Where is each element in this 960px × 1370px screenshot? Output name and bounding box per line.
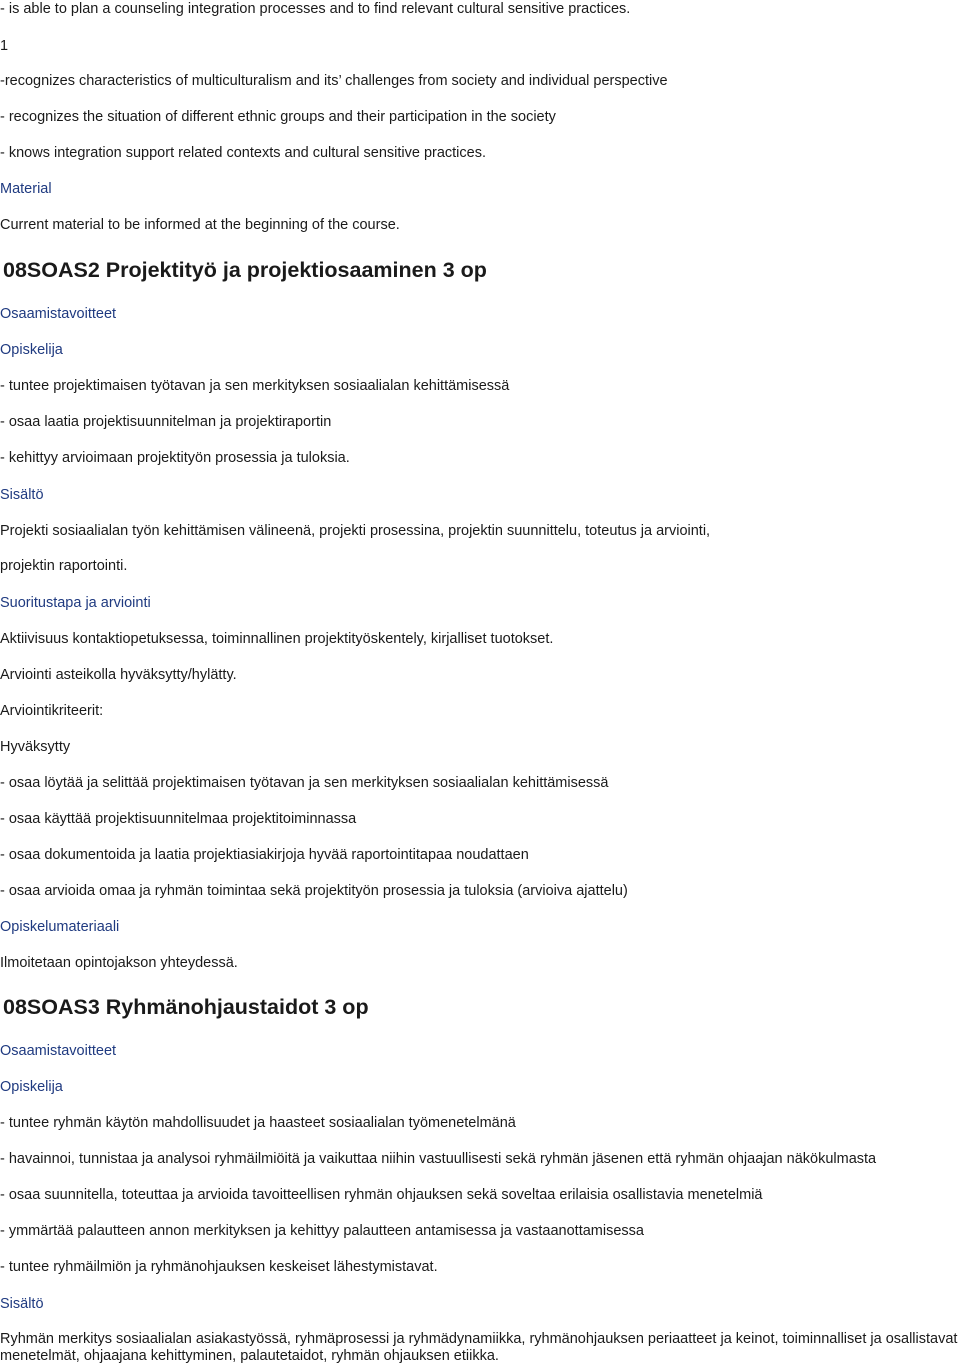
intro-line-3: - recognizes the situation of different ethnic groups and their participation in the society xyxy=(0,109,556,125)
intro-line-4: - knows integration support related contexts and cultural sensitive practices. xyxy=(0,145,486,161)
course-1-criterion-4: - osaa arvioida omaa ja ryhmän toimintaa sekä projektityön prosessia ja tuloksia (arvioiva ajattelu) xyxy=(0,883,628,899)
course-1-criterion-3: - osaa dokumentoida ja laatia projektiasiakirjoja hyvää raportointitapaa noudattaen xyxy=(0,847,529,863)
page-number: 1 xyxy=(0,38,9,54)
course-1-materials-text: Ilmoitetaan opintojakson yhteydessä. xyxy=(0,955,238,971)
course-1-criteria-label: Arviointikriteerit: xyxy=(0,703,104,719)
course-1-content-line-1: Projekti sosiaalialan työn kehittämisen välineenä, projekti prosessina, projektin suunnittelu, toteutus ja arviointi, xyxy=(0,523,711,539)
course-1-criterion-2: - osaa käyttää projektisuunnitelmaa projektitoiminnassa xyxy=(0,811,357,827)
course-2-title: 08SOAS3 Ryhmänohjaustaidot 3 op xyxy=(3,995,369,1019)
course-1-assessment-line-1: Aktiivisuus kontaktiopetuksessa, toiminnallinen projektityöskentely, kirjalliset tuotokset. xyxy=(0,631,554,647)
course-2-content-heading: Sisältö xyxy=(0,1296,44,1312)
course-1-goal-3: - kehittyy arvioimaan projektityön prosessia ja tuloksia. xyxy=(0,450,350,466)
course-1-criterion-1: - osaa löytää ja selittää projektimaisen työtavan ja sen merkityksen sosiaalialan kehittämisessä xyxy=(0,775,609,791)
course-1-title: 08SOAS2 Projektityö ja projektiosaaminen 3 op xyxy=(3,258,487,282)
intro-line-1: - is able to plan a counseling integration processes and to find relevant cultural sensitive practices. xyxy=(0,1,631,17)
material-heading: Material xyxy=(0,181,52,197)
course-1-materials-heading: Opiskelumateriaali xyxy=(0,919,120,935)
course-2-content-text: Ryhmän merkitys sosiaalialan asiakastyössä, ryhmäprosessi ja ryhmädynamiikka, ryhmänohjauksen periaatteet ja keinot, toiminnalliset ja osallistavat menetelmät, ohjaajana kehittyminen, palautetaidot, ryhmän ohjauksen etiikka. xyxy=(0,1331,958,1364)
course-1-goal-1: - tuntee projektimaisen työtavan ja sen merkityksen sosiaalialan kehittämisessä xyxy=(0,378,510,394)
course-1-content-heading: Sisältö xyxy=(0,487,44,503)
course-2-goal-2: - havainnoi, tunnistaa ja analysoi ryhmäilmiöitä ja vaikuttaa niihin vastuullisesti sekä ryhmän jäsenen että ryhmän ohjaajan näkökulmasta xyxy=(0,1151,877,1167)
intro-line-2: -recognizes characteristics of multiculturalism and its’ challenges from society and individual perspective xyxy=(0,73,668,89)
course-1-goals-heading: Osaamistavoitteet xyxy=(0,306,117,322)
course-2-student-label: Opiskelija xyxy=(0,1079,63,1095)
course-2-goals-heading: Osaamistavoitteet xyxy=(0,1043,117,1059)
course-2-goal-5: - tuntee ryhmäilmiön ja ryhmänohjauksen keskeiset lähestymistavat. xyxy=(0,1259,438,1275)
course-1-goal-2: - osaa laatia projektisuunnitelman ja projektiraportin xyxy=(0,414,332,430)
course-1-pass-label: Hyväksytty xyxy=(0,739,71,755)
course-1-assessment-heading: Suoritustapa ja arviointi xyxy=(0,595,151,611)
course-2-goal-4: - ymmärtää palautteen annon merkityksen ja kehittyy palautteen antamisessa ja vastaanottamisessa xyxy=(0,1223,644,1239)
course-1-assessment-line-2: Arviointi asteikolla hyväksytty/hylätty. xyxy=(0,667,237,683)
material-text: Current material to be informed at the beginning of the course. xyxy=(0,217,400,233)
course-2-goal-1: - tuntee ryhmän käytön mahdollisuudet ja haasteet sosiaalialan työmenetelmänä xyxy=(0,1115,516,1131)
course-1-content-line-2: projektin raportointi. xyxy=(0,558,128,574)
course-1-student-label: Opiskelija xyxy=(0,342,63,358)
course-2-goal-3: - osaa suunnitella, toteuttaa ja arvioida tavoitteellisen ryhmän ohjauksen sekä soveltaa erilaisia osallistavia menetelmiä xyxy=(0,1187,763,1203)
